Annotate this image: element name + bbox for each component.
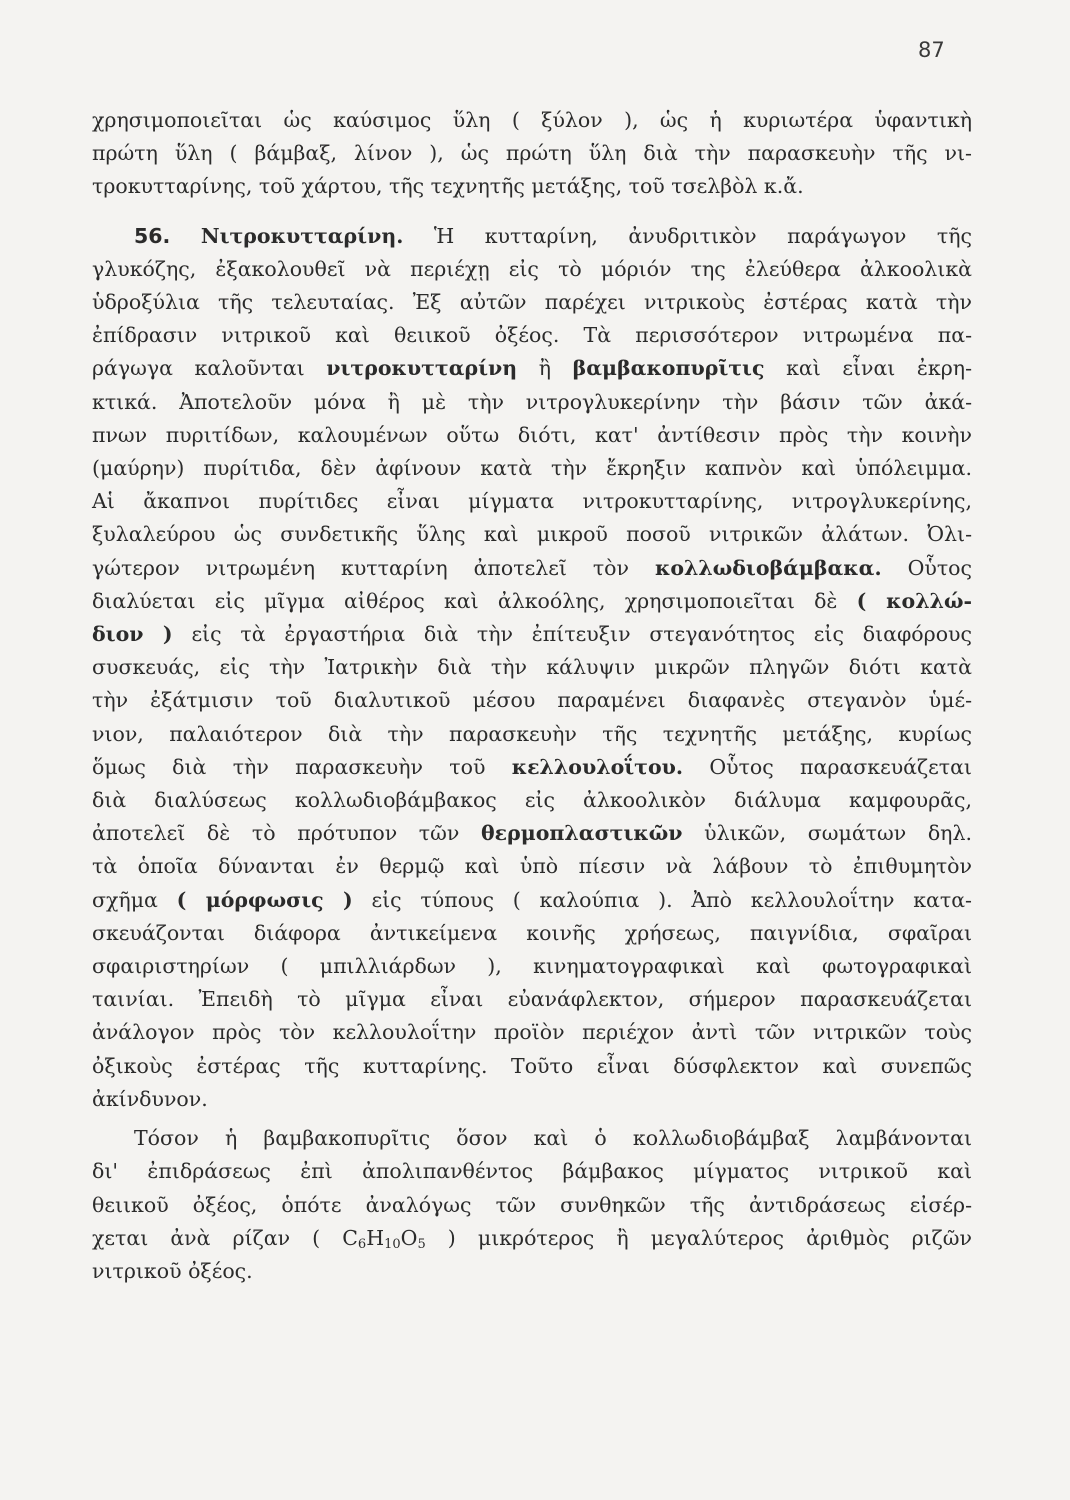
term-thermoplastic: θερμοπλαστικῶν <box>480 821 683 846</box>
text-run: εἰς τύπους ( καλούπια ). Ἀπὸ κελλουλοΐτην κατα- <box>371 887 972 912</box>
text-line: πνων πυριτίδων, καλουμένων οὕτω διότι, κατ' ἀντίθεσιν πρὸς τὴν κοινὴν <box>92 422 972 447</box>
text-line: τροκυτταρίνης, τοῦ χάρτου, τῆς τεχνητῆς μετάξης, τοῦ τσελβὸλ κ.ἄ. <box>92 174 804 199</box>
text-line: νιτρικοῦ ὀξέος. <box>92 1258 253 1283</box>
term-celluloid: κελλουλοΐτου. <box>511 754 683 779</box>
text-line: ὑδροξύλια τῆς τελευταίας. Ἐξ αὐτῶν παρέχει νιτρικοὺς ἐστέρας κατὰ τὴν <box>92 290 972 315</box>
text-line: σφαιριστηρίων ( μπιλλιάρδων ), κινηματογραφικαὶ καὶ φωτογραφικαὶ <box>92 954 972 979</box>
text-line <box>92 817 972 850</box>
text-line: θειικοῦ ὀξέος, ὁπότε ἀναλόγως τῶν συνθηκῶν τῆς ἀντιδράσεως εἰσέρ- <box>92 1192 972 1217</box>
text-line: διὰ διαλύσεως κολλωδιοβάμβακος εἰς ἀλκοολικὸν διάλυμα καμφουρᾶς, <box>92 788 972 813</box>
text-line <box>92 552 972 585</box>
body-text <box>92 104 972 1288</box>
text-line: σκευάζονται διάφορα ἀντικείμενα κοινῆς χρήσεως, παιγνίδια, σφαῖραι <box>92 920 972 945</box>
text-line: ταινίαι. Ἐπειδὴ τὸ μῖγμα εἶναι εὐανάφλεκτον, σήμερον παρασκευάζεται <box>92 987 972 1012</box>
text-line: ξυλαλεύρου ὡς συνδετικῆς ὕλης καὶ μικροῦ ποσοῦ νιτρικῶν ἀλάτων. Ὀλι- <box>92 522 972 547</box>
text-line: ἀνάλογον πρὸς τὸν κελλουλοΐτην προϊὸν περιέχον ἀντὶ τῶν νιτρικῶν τοὺς <box>92 1020 972 1045</box>
text-run: ὅμως διὰ τὴν παρασκευὴν τοῦ <box>92 754 486 779</box>
text-run: εἰς τὰ ἐργαστήρια διὰ τὴν ἐπίτευξιν στεγανότητος εἰς διαφόρους <box>191 622 972 647</box>
term-molding: ( μόρφωσις ) <box>176 887 353 912</box>
text-run: Ἡ κυτταρίνη, ἀνυδριτικὸν παράγωγον τῆς <box>433 223 972 248</box>
section-title: Νιτροκυτταρίνη. <box>200 223 404 248</box>
text-run: χεται ἀνὰ ρίζαν ( <box>92 1225 321 1250</box>
text-run: καὶ εἶναι ἐκρη- <box>786 356 972 381</box>
text-run: ὑλικῶν, σωμάτων δηλ. <box>704 821 972 846</box>
term-collodion-cotton: κολλωδιοβάμβακα. <box>654 555 882 580</box>
text-line: τὴν ἐξάτμισιν τοῦ διαλυτικοῦ μέσου παραμένει διαφανὲς στεγανὸν ὑμέ- <box>92 688 972 713</box>
text-line <box>92 352 972 385</box>
text-line: πρώτη ὕλη ( βάμβαξ, λίνον ), ὡς πρώτη ὕλη διὰ τὴν παρασκευὴν τῆς νι- <box>92 141 972 166</box>
text-line: νιον, παλαιότερον διὰ τὴν παρασκευὴν τῆς τεχνητῆς μετάξης, κυρίως <box>92 721 972 746</box>
text-line: γλυκόζης, ἐξακολουθεῖ νὰ περιέχῃ εἰς τὸ μόριόν της ἐλεύθερα ἀλκοολικὰ <box>92 256 972 281</box>
term-nitrocellulose: νιτροκυτταρίνη <box>326 356 518 381</box>
text-run: ἀποτελεῖ δὲ τὸ πρότυπον τῶν <box>92 821 460 846</box>
text-line: συσκευάς, εἰς τὴν Ἰατρικὴν διὰ τὴν κάλυψιν μικρῶν πληγῶν διότι κατὰ <box>92 655 972 680</box>
text-line: ἐπίδρασιν νιτρικοῦ καὶ θειικοῦ ὀξέος. Τὰ περισσότερον νιτρωμένα πα- <box>92 323 972 348</box>
text-run: Οὗτος <box>907 555 972 580</box>
term-collodion-end: διον ) <box>92 622 173 647</box>
chemical-formula: $C_6H_{10}O_5$ <box>342 1225 426 1252</box>
text-line: Τόσον ἡ βαμβακοπυρῖτις ὅσον καὶ ὁ κολλωδιοβάμβαξ λαμβάνονται <box>134 1126 972 1151</box>
text-run: Οὗτος παρασκευάζεται <box>709 754 972 779</box>
text-line: ὀξικοὺς ἐστέρας τῆς κυτταρίνης. Τοῦτο εἶναι δύσφλεκτον καὶ συνεπῶς <box>92 1053 972 1078</box>
term-guncotton: βαμβακοπυρῖτις <box>572 356 765 381</box>
text-line <box>92 618 972 651</box>
section-heading-line <box>92 220 972 253</box>
text-line: κτικά. Ἀποτελοῦν μόνα ἢ μὲ τὴν νιτρογλυκερίνην τὴν βάσιν τῶν ἀκά- <box>92 389 972 414</box>
text-run: σχῆμα <box>92 887 158 912</box>
text-line: τὰ ὁποῖα δύνανται ἐν θερμῷ καὶ ὑπὸ πίεσιν νὰ λάβουν τὸ ἐπιθυμητὸν <box>92 854 972 879</box>
text-line: ἀκίνδυνον. <box>92 1086 208 1111</box>
formula-line <box>92 1222 972 1255</box>
text-line: Αἱ ἄκαπνοι πυρίτιδες εἶναι μίγματα νιτροκυτταρίνης, νιτρογλυκερίνης, <box>92 489 972 514</box>
text-run: ) μικρότερος ἢ μεγαλύτερος ἀριθμὸς ριζῶν <box>447 1225 972 1250</box>
term-collodion-start: ( κολλώ- <box>856 588 972 613</box>
text-line <box>92 751 972 784</box>
text-line: δι' ἐπιδράσεως ἐπὶ ἀπολιπανθέντος βάμβακος μίγματος νιτρικοῦ καὶ <box>92 1159 972 1184</box>
text-run: διαλύεται εἰς μῖγμα αἰθέρος καὶ ἀλκοόλης, χρησιμοποιεῖται δὲ <box>92 588 838 613</box>
text-line: (μαύρην) πυρίτιδα, δὲν ἀφίνουν κατὰ τὴν ἔκρηξιν καπνὸν καὶ ὑπόλειμμα. <box>92 456 972 481</box>
text-line <box>92 585 972 618</box>
text-line <box>92 884 972 917</box>
page-number: 87 <box>918 38 945 62</box>
section-number: 56. <box>134 223 171 248</box>
text-run: ἢ <box>538 356 552 381</box>
text-line: χρησιμοποιεῖται ὡς καύσιμος ὕλη ( ξύλον ), ὡς ἡ κυριωτέρα ὑφαντικὴ <box>92 108 972 132</box>
text-run: γώτερον νιτρωμένη κυτταρίνη ἀποτελεῖ τὸν <box>92 555 629 580</box>
text-run: ράγωγα καλοῦνται <box>92 356 305 381</box>
